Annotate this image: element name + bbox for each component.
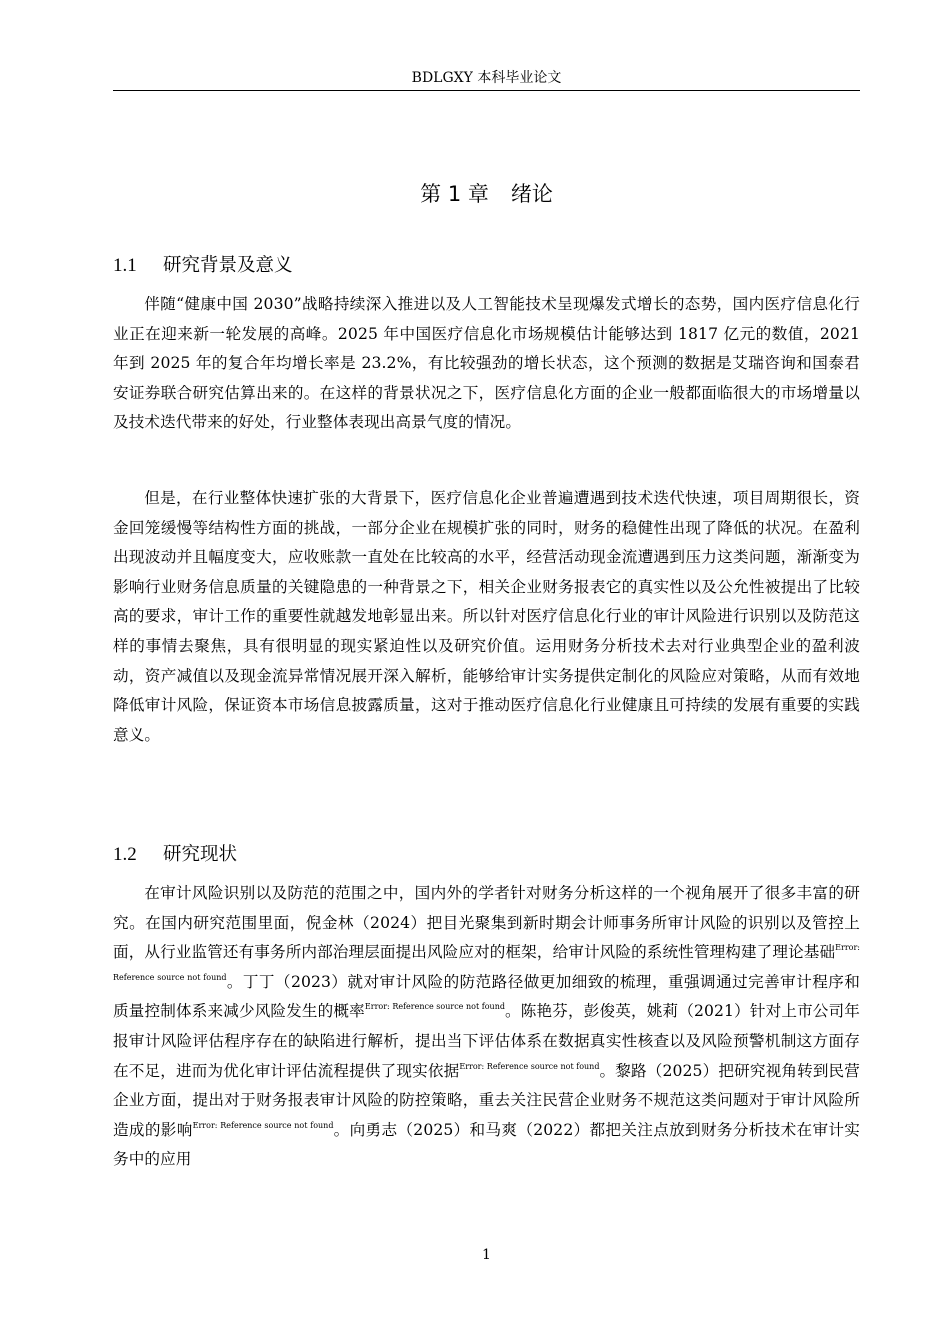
reference-error: Error: Reference source not found (364, 1002, 505, 1012)
section-heading-1-1 (113, 252, 293, 280)
paragraph: 伴随“健康中国 2030”战略持续深入推进以及人工智能技术呈现爆发式增长的态势，国内医疗信息化行业正在迎来新一轮发展的高峰。2025 年中国医疗信息化市场规模估计能够达到 1817 亿元的数值，2021 年到 2025 年的复合年均增长率是 23.2%，有比较强劲的增长状态，这个预测的数据是艾瑞咨询和国泰君安证券联合研究估算出来的。在这样的背景状况之下，医疗信息化方面的企业一般都面临很大的市场增量以及技术迭代带来的好处，行业整体表现出高景气度的情况。 (113, 295, 860, 432)
section-title: 研究现状 (163, 844, 238, 865)
paragraph: 但是，在行业整体快速扩张的大背景下，医疗信息化企业普遍遭遇到技术迭代快速，项目周期很长，资金回笼缓慢等结构性方面的挑战，一部分企业在规模扩张的同时，财务的稳健性出现了降低的状况。在盈利出现波动并且幅度变大，应收账款一直处在比较高的水平，经营活动现金流遭遇到压力这类问题，渐渐变为影响行业财务信息质量的关键隐患的一种背景之下，相关企业财务报表它的真实性以及公允性被提出了比较高的要求，审计工作的重要性就越发地彰显出来。所以针对医疗信息化行业的审计风险进行识别以及防范这样的事情去聚焦，具有很明显的现实紧迫性以及研究价值。运用财务分析技术去对行业典型企业的盈利波动，资产减值以及现金流异常情况展开深入解析，能够给审计实务提供定制化的风险应对策略，从而有效地降低审计风险，保证资本市场信息披露质量，这对于推动医疗信息化行业健康且可持续的发展有重要的实践意义。 (113, 489, 860, 744)
page-header: BDLGXY 本科毕业论文 (411, 70, 562, 86)
section-number: 1.2 (113, 844, 137, 865)
chapter-label: 第 1 章 (420, 182, 489, 206)
page-number: 1 (482, 1247, 491, 1263)
paragraph-text: 。黎路（2025）把研究视角转到民营企业方面，提出对于财务报表审计风险的防控策略，重去关注民营企业财务不规范这类问题对于审计风险所造成的影响 (113, 1061, 860, 1139)
section-title: 研究背景及意义 (163, 255, 293, 276)
reference-error: Error: Reference source not found (113, 943, 860, 982)
reference-error: Error: Reference source not found (192, 1120, 334, 1130)
paragraph-text: 在审计风险识别以及防范的范围之中，国内外的学者针对财务分析这样的一个视角展开了很多丰富的研究。在国内研究范围里面，倪金林（2024）把目光聚集到新时期会计师事务所审计风险的识别以及管控上面，从行业监管还有事务所内部治理层面提出风险应对的框架，给审计风险的系统性管理构建了理论基础 (113, 884, 860, 962)
paragraph-text: 。陈艳芬，彭俊英，姚莉（2021）针对上市公司年报审计风险评估程序存在的缺陷进行解析，提出当下评估体系在数据真实性核查以及风险预警机制这方面存在不足，进而为优化审计评估流程提供了现实依据 (113, 1002, 860, 1080)
chapter-title (113, 178, 860, 210)
paragraph-text: 。丁丁（2023）就对审计风险的防范路径做更加细致的梳理，重强调通过完善审计程序和质量控制体系来减少风险发生的概率 (113, 972, 860, 1021)
header-rule (113, 90, 860, 91)
reference-error: Error: Reference source not found (459, 1061, 600, 1071)
paragraph-text: 。向勇志（2025）和马爽（2022）都把关注点放到财务分析技术在审计实务中的应用 (113, 1120, 860, 1169)
section-heading-1-2 (113, 841, 237, 869)
section-number: 1.1 (113, 255, 137, 276)
paragraph (113, 879, 860, 1175)
chapter-name: 绪论 (510, 182, 553, 206)
